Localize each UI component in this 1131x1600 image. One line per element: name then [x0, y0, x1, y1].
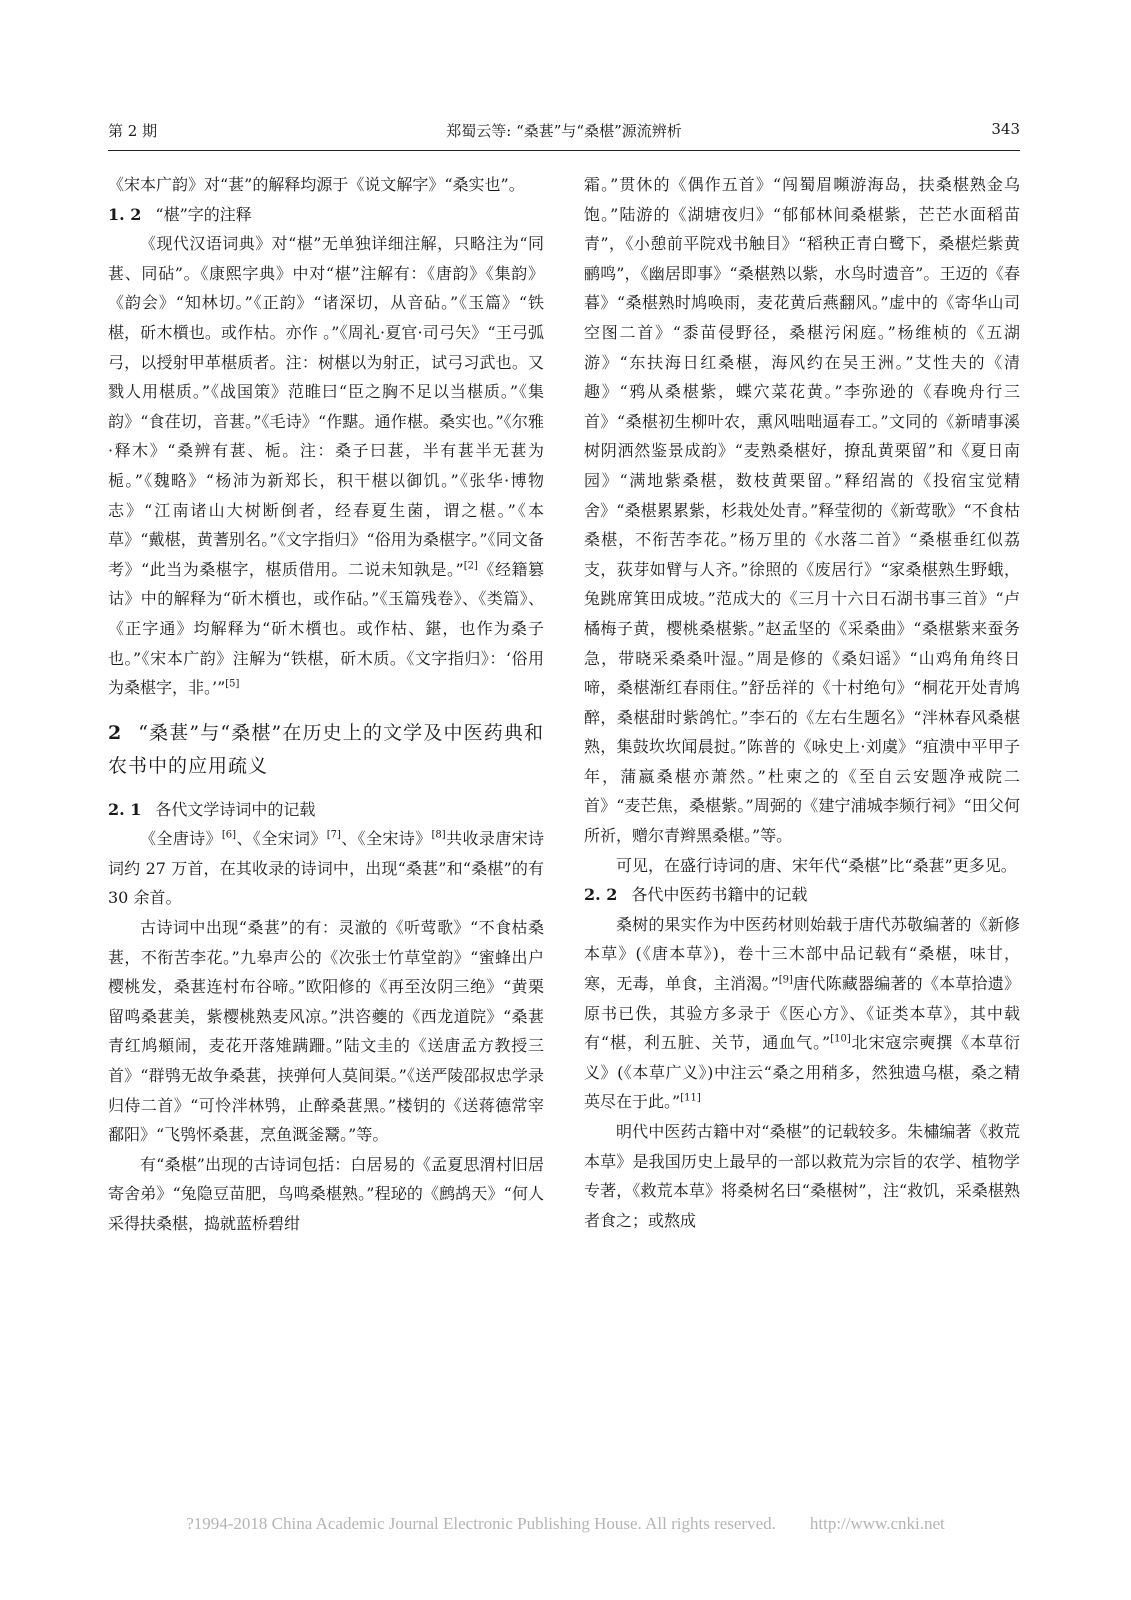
- paragraph: 可见，在盛行诗词的唐、宋年代“桑椹”比“桑葚”更多见。: [616, 855, 1017, 875]
- right-column: [584, 170, 1020, 1235]
- running-header: [108, 120, 1020, 152]
- paragraph: [584, 910, 1020, 1117]
- citation: [6]: [221, 829, 237, 841]
- section-number: 2. 1: [108, 799, 142, 819]
- citation: [9]: [778, 974, 793, 986]
- issue-number: 第 2 期: [108, 122, 158, 140]
- paragraph-text: 《全唐诗》: [140, 829, 222, 849]
- paragraph-text: 桑树的果实作为中医药材则始载于唐代苏敬编著的《新修本草》(《唐本草》)，卷十三木部中品记载有“桑椹，味甘，寒，无毒，单食，主消渴。”: [584, 914, 1020, 994]
- paragraph-text: 、《全宋词》: [236, 829, 327, 849]
- citation: [10]: [830, 1033, 851, 1045]
- copyright-text: ?1994-2018 China Academic Journal Electronic Publishing House. All rights reserved.: [186, 1514, 776, 1533]
- left-column: [108, 170, 544, 1239]
- paragraph: 霜。”贯休的《偶作五首》“闯蜀眉嚬游海岛，扶桑椹熟金乌饱。”陆游的《湖塘夜归》“郁郁林间桑椹紫，芒芒水面稻苗青”，《小憩前平院戏书触目》“稻秧正青白鹭下，桑椹烂紫黄鹂鸣”，《幽居即事》“桑椹熟以紫，水鸟时遗音”。王迈的《春暮》“桑椹熟时鸠唤雨，麦花黄后燕翻风。”虚中的《寄华山司空图二首》“黍苗侵野径，桑椹污闲庭。”杨维桢的《五湖游》“东扶海日红桑椹，海风约在吴王洲。”艾性夫的《清趣》“鸦从桑椹紫，蝶穴菜花黄。”李弥逊的《春晚舟行三首》“桑椹初生柳叶农，熏风咄咄逼春工。”文同的《新晴事溪树阴洒然鉴景成韵》“麦熟桑椹好，撩乱黄栗留”和《夏日南园》“满地紫桑椹，数枝黄栗留。”释绍嵩的《投宿宝觉精舍》“桑椹累累紫，杉栽处处青。”释莹彻的《新莺歌》“不食枯桑椹，不衔苦李花。”杨万里的《水落二首》“桑椹垂红似荔支，荻芽如臂与人齐。”徐照的《废居行》“家桑椹熟生野蛾，兔跳席箕田成坡。”范成大的《三月十六日石湖书事三首》“卢橘梅子黄，樱桃桑椹紫。”赵孟坚的《采桑曲》“桑椹紫来蚕务急，带晓采桑桑叶湿。”周是修的《桑妇谣》“山鸡角角终日啼，桑椹渐红春雨住。”舒岳祥的《十村绝句》“桐花开处青鸠醉，桑椹甜时紫鸽忙。”李石的《左右生题名》“泮林春风桑椹熟，集鼓坎坎闻晨挝。”陈普的《咏史上·刘虞》“疽溃中平甲子年，蒲嬴桑椹亦萧然。”杜柬之的《至自云安题净戒院二首》“麦芒焦，桑椹紫。”周弼的《建宁浦城李频行祠》“田父何所祈，赠尔青辫黑桑椹。”等。: [584, 175, 1020, 846]
- paragraph-text: 北宋寇宗奭撰《本草衍义》(《本草广义》)中注云“桑之用稍多，然独遗乌椹，桑之精英尽在于此。”: [584, 1033, 1020, 1112]
- citation: [2]: [463, 560, 478, 572]
- section-title: “椹”字的注释: [155, 204, 252, 224]
- header-rule: [108, 150, 1020, 151]
- section-title: “桑葚”与“桑椹”在历史上的文学及中医药典和农书中的应用疏义: [108, 721, 544, 777]
- paragraph: 《宋本广韵》对“葚”的解释均源于《说文解字》“桑实也”。: [108, 175, 525, 194]
- paragraph: [108, 229, 544, 703]
- paragraph-text: 共收录唐宋诗词约 27 万首，在其收录的诗词中，出现“桑葚”和“桑椹”的有 30 余首。: [108, 829, 544, 908]
- section-number: 2: [108, 721, 123, 744]
- citation: [8]: [431, 829, 446, 841]
- paragraph-text: 《经籍篡诂》中的解释为“斫木櫍也，或作砧。”《玉篇残卷》、《类篇》、《正字通》均解释为“斫木櫍也。或作枯、鍖，也作为桑子也。”《宋本广韵》注解为“铁椹，斫木质。《文字指归》：‘俗用为桑椹字，非。’”: [108, 559, 544, 698]
- paragraph-text: 《现代汉语词典》对“椹”无单独详细注解，只略注为“同葚、同砧”。《康熙字典》中对“椹”注解有：《唐韵》《集韵》《韵会》“知林切。”《正韵》“诸深切，从音砧。”《玉篇》“铁椹，斫木櫍也。或作枯。亦作 。”《周礼·夏官·司弓矢》“王弓弧弓，以授射甲革椹质者。注：树椹以为射正，试弓习武也。又戮人用椹质。”《战国策》范睢曰“臣之胸不足以当椹质。”《集韵》“食荏切，音葚。”《毛诗》“作黮。通作椹。桑实也。”《尔雅·释木》“桑辨有葚、栀。注：桑子曰葚，半有葚半无葚为栀。”《魏略》“杨沛为新郑长，积干椹以御饥。”《张华·博物志》“江南诸山大树断倒者，经春夏生菌，谓之椹。”《本草》“戴椹，黄蓍别名。”《文字指归》“俗用为桑椹字。”《同文备考》“此当为桑椹字，椹质借用。二说未知孰是。”: [108, 234, 544, 579]
- page-number: 343: [991, 120, 1020, 138]
- section-heading-2-1: [108, 795, 544, 825]
- section-heading-1-2: [108, 200, 544, 230]
- citation: [5]: [225, 678, 240, 690]
- section-number: 2. 2: [584, 885, 618, 905]
- paragraph-text: 唐代陈藏器编著的《本草拾遗》原书已佚，其验方多录于《医心方》、《证类本草》，其中载有“椹，利五脏、关节，通血气。”: [584, 974, 1020, 1053]
- citation: [11]: [680, 1093, 701, 1105]
- section-title: 各代文学诗词中的记载: [155, 799, 316, 819]
- section-heading-2-2: [584, 880, 1020, 910]
- citation: [7]: [326, 829, 341, 841]
- running-title: 郑蜀云等: “桑葚”与“桑椹”源流辨析: [446, 122, 682, 140]
- paragraph-text: 、《全宋诗》: [340, 829, 432, 849]
- paragraph: 明代中医药古籍中对“桑椹”的记载较多。朱橚编著《救荒本草》是我国历史上最早的一部以救荒为宗旨的农学、植物学专著，《救荒本草》将桑树名曰“桑椹树”，注“救饥，采桑椹熟者食之；或熬成: [584, 1122, 1020, 1230]
- paragraph: 有“桑椹”出现的古诗词包括：白居易的《孟夏思渭村旧居寄舍弟》“兔隐豆苗肥，鸟鸣桑椹熟。”程珌的《鹧鸪天》“何人采得扶桑椹，捣就蓝桥碧绀: [108, 1154, 544, 1233]
- section-heading-2: [108, 717, 544, 783]
- paragraph: 古诗词中出现“桑葚”的有：灵澈的《听莺歌》“不食枯桑葚，不衔苦李花。”九皋声公的《次张士竹草堂韵》“蜜蜂出户樱桃发，桑葚连村布谷啼。”欧阳修的《再至汝阴三绝》“黄栗留鸣桑葚美，紫樱桃熟麦风凉。”洪咨夔的《西龙道院》“桑葚青红鸠頫闹，麦花开落雉蹒跚。”陆文圭的《送唐孟方教授三首》“群鸮无故争桑葚，挟弹何人莫间渠。”《送严陵邵叔忠学录归侍二首》“可怜泮林鸮，止醉桑葚黑。”楼钥的《送蒋德常宰鄱阳》“飞鸮怀桑葚，烹鱼溉釜鬵。”等。: [108, 918, 544, 1145]
- section-title: 各代中医药书籍中的记载: [631, 885, 808, 905]
- section-number: 1. 2: [108, 204, 142, 224]
- paragraph: [108, 824, 544, 913]
- copyright-footer: [0, 1514, 1131, 1534]
- footer-url: http://www.cnki.net: [809, 1514, 945, 1533]
